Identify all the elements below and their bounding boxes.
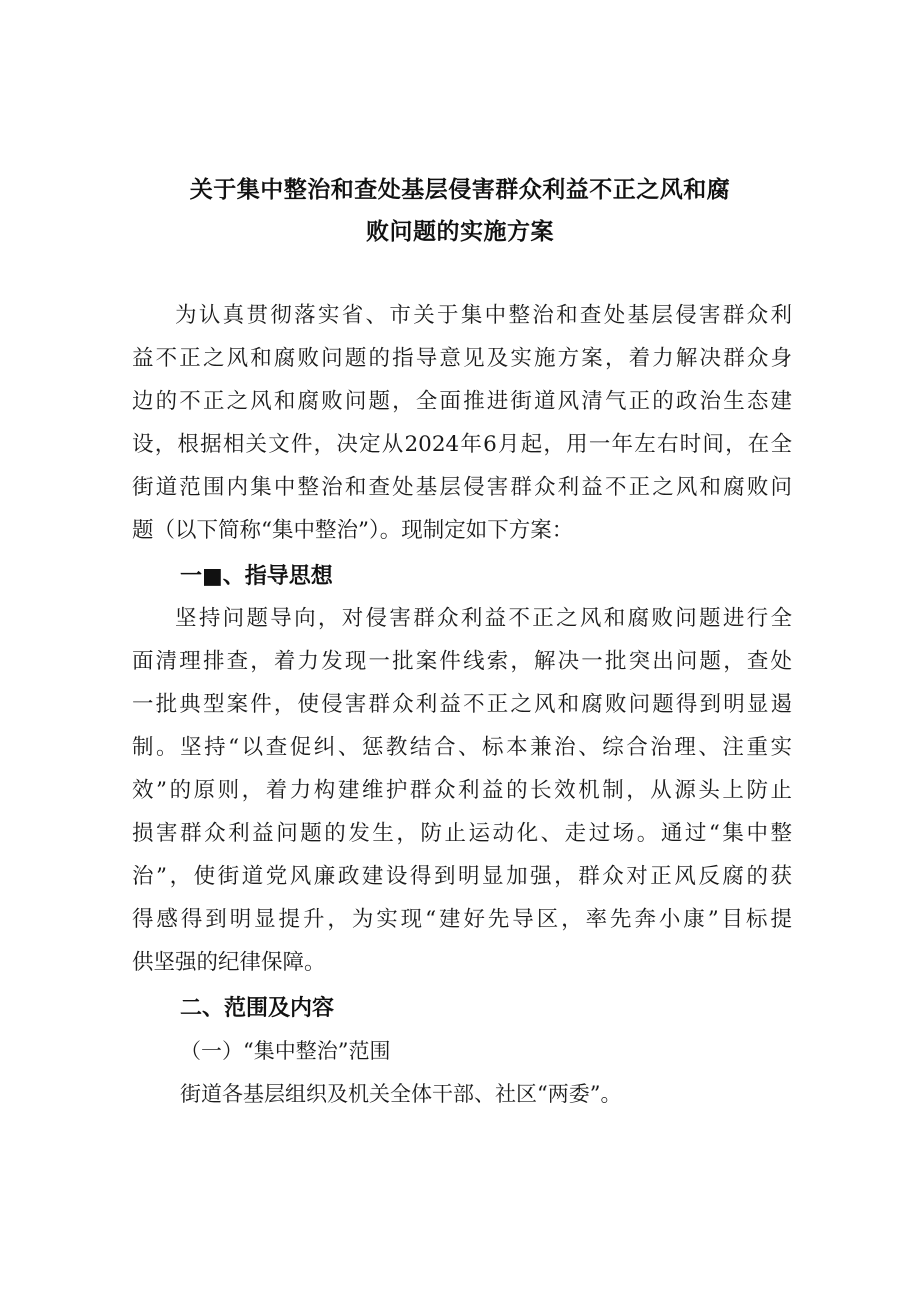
intro-line-2: 益不正之风和腐败问题的指导意见及实施方案，着力解决群众身 bbox=[132, 346, 792, 371]
section-1-line-4: 制。坚持“以查促纠、惩教结合、标本兼治、综合治理、注重实 bbox=[132, 735, 792, 760]
section-1-line-3: 一批典型案件，使侵害群众利益不正之风和腐败问题得到明显遏 bbox=[132, 692, 792, 717]
document-title-line-2: 败问题的实施方案 bbox=[366, 219, 554, 245]
section-1-line-1: 坚持问题导向，对侵害群众利益不正之风和腐败问题进行全 bbox=[175, 606, 792, 631]
section-1-heading: 一■、指导思想 bbox=[180, 564, 333, 589]
section-2-heading: 二、范围及内容 bbox=[180, 996, 335, 1021]
section-2-subtext-1: 街道各基层组织及机关全体干部、社区“两委”。 bbox=[180, 1082, 622, 1106]
intro-line-4: 设，根据相关文件，决定从2024年6月起，用一年左右时间，在全 bbox=[132, 432, 792, 457]
intro-line-3: 边的不正之风和腐败问题，全面推进街道风清气正的政治生态建 bbox=[132, 389, 792, 414]
section-1-line-2: 面清理排查，着力发现一批案件线索，解决一批突出问题，查处 bbox=[132, 649, 792, 674]
section-1-line-8: 得感得到明显提升，为实现“建好先导区，率先奔小康”目标提 bbox=[132, 907, 792, 932]
section-1-line-7: 治”，使街道党风廉政建设得到明显加强，群众对正风反腐的获 bbox=[132, 864, 792, 889]
intro-line-6: 题（以下简称“集中整治”）。现制定如下方案： bbox=[132, 518, 574, 543]
intro-line-1: 为认真贯彻落实省、市关于集中整治和查处基层侵害群众利 bbox=[175, 303, 792, 328]
intro-line-5: 街道范围内集中整治和查处基层侵害群众利益不正之风和腐败问 bbox=[132, 475, 792, 500]
section-2-subheading-1: （一）“集中整治”范围 bbox=[180, 1039, 391, 1063]
section-1-line-6: 损害群众利益问题的发生，防止运动化、走过场。通过“集中整 bbox=[132, 821, 792, 846]
section-1-line-5: 效”的原则，着力构建维护群众利益的长效机制，从源头上防止 bbox=[132, 778, 792, 803]
section-1-line-9: 供坚强的纪律保障。 bbox=[132, 950, 326, 975]
document-title-line-1: 关于集中整治和查处基层侵害群众利益不正之风和腐 bbox=[189, 177, 731, 203]
